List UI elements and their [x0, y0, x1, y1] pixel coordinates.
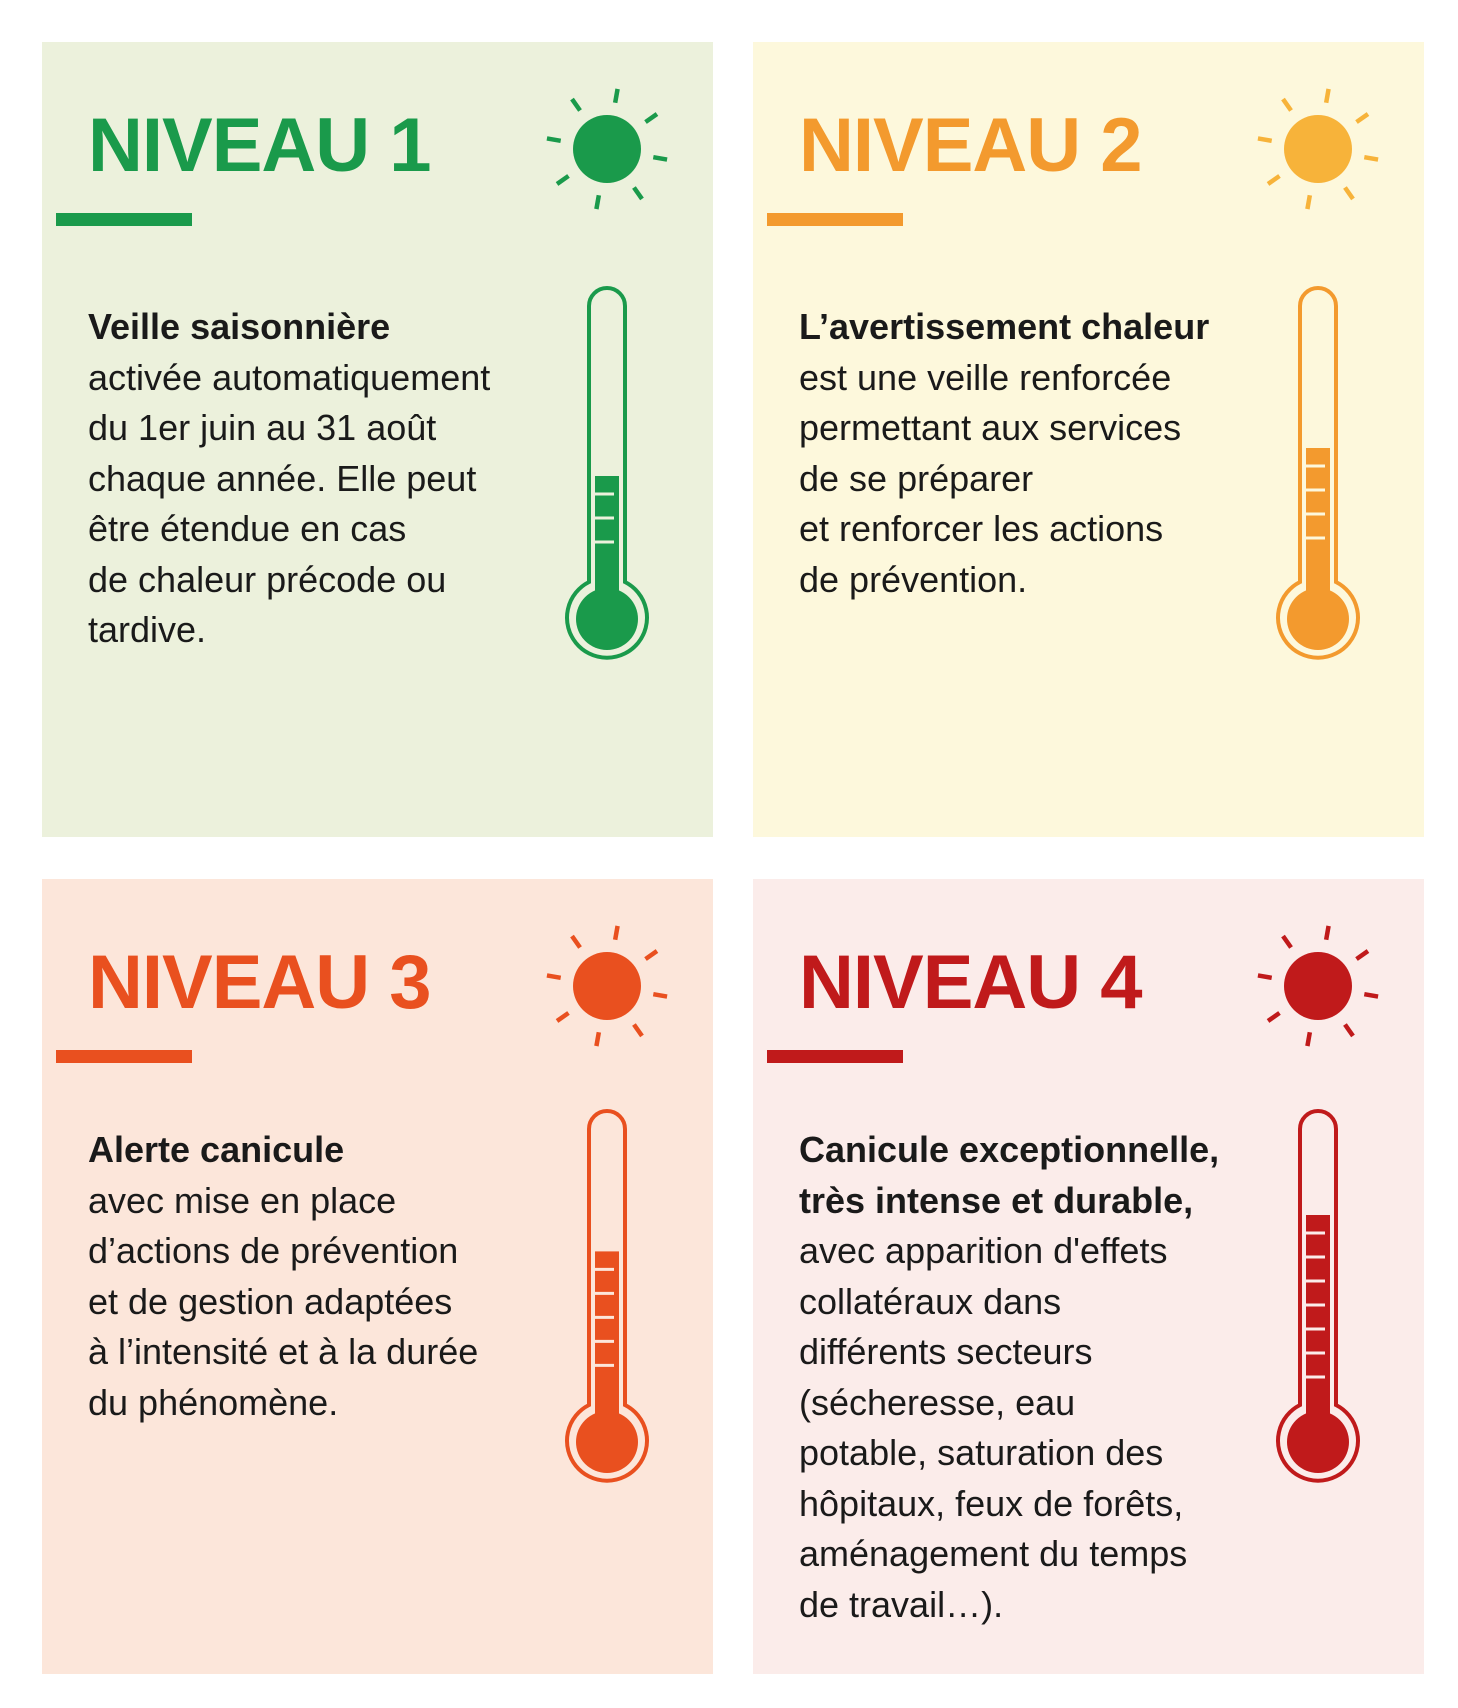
- sun-ray: [572, 99, 580, 110]
- description-line: collatéraux dans: [799, 1280, 1062, 1322]
- sun-ray: [653, 157, 667, 159]
- description-line: être étendue en cas: [88, 508, 407, 549]
- sun-disc: [573, 115, 641, 183]
- level-description: [88, 1125, 528, 1428]
- sun-ray: [1283, 99, 1291, 110]
- description-line: aménagement du temps: [799, 1533, 1188, 1574]
- sun-ray: [1307, 195, 1309, 209]
- level-title: NIVEAU 3: [88, 940, 431, 1025]
- title-underline: [56, 213, 192, 226]
- description-line: à l’intensité et à la durée: [88, 1331, 479, 1372]
- level-description: [799, 302, 1239, 605]
- description-line: de prévention.: [799, 558, 1028, 600]
- description-line: activée automatiquement: [88, 356, 491, 398]
- description-line: avec mise en place: [88, 1179, 397, 1221]
- sun-ray: [1364, 157, 1378, 159]
- level-card-2: [753, 42, 1424, 837]
- description-bold-line: L’avertissement chaleur: [799, 306, 1210, 347]
- description-line: d’actions de prévention: [88, 1230, 459, 1271]
- sun-ray: [596, 1032, 598, 1046]
- description-bold-line: Alerte canicule: [88, 1129, 345, 1170]
- sun-disc: [1284, 952, 1352, 1020]
- sun-ray: [1326, 926, 1328, 940]
- level-title: NIVEAU 4: [799, 940, 1142, 1025]
- sun-ray: [1268, 176, 1279, 184]
- sun-ray: [1326, 89, 1328, 103]
- title-underline: [767, 213, 903, 226]
- sun-ray: [634, 1025, 642, 1036]
- sun-ray: [547, 975, 561, 977]
- sun-ray: [1268, 1013, 1279, 1021]
- sun-ray: [646, 114, 657, 122]
- sun-ray: [1283, 936, 1291, 947]
- description-bold-line: Canicule exceptionnelle,: [799, 1129, 1220, 1170]
- description-line: hôpitaux, feux de forêts,: [799, 1482, 1184, 1524]
- sun-ray: [572, 936, 580, 947]
- title-underline: [767, 1050, 903, 1063]
- description-bold-line: Veille saisonnière: [88, 306, 391, 347]
- sun-icon: [1253, 84, 1383, 214]
- description-line: avec apparition d'effets: [799, 1230, 1168, 1271]
- sun-ray: [1357, 951, 1368, 959]
- thermometer-column: [1306, 448, 1330, 607]
- sun-ray: [1345, 188, 1353, 199]
- description-bold-line: très intense et durable,: [799, 1179, 1194, 1221]
- sun-ray: [646, 951, 657, 959]
- description-line: de se préparer: [799, 457, 1034, 499]
- description-line: différents secteurs: [799, 1331, 1093, 1372]
- level-description: [88, 302, 528, 656]
- sun-icon: [542, 921, 672, 1051]
- description-line: tardive.: [88, 609, 207, 650]
- sun-ray: [615, 926, 617, 940]
- sun-disc: [573, 952, 641, 1020]
- thermometer-icon: [562, 282, 652, 674]
- description-line: de chaleur précode ou: [88, 558, 447, 600]
- description-line: chaque année. Elle peut: [88, 457, 477, 499]
- sun-ray: [1345, 1025, 1353, 1036]
- thermometer-icon: [1273, 1105, 1363, 1497]
- level-title: NIVEAU 2: [799, 103, 1142, 188]
- level-title: NIVEAU 1: [88, 103, 431, 188]
- description-line: du phénomène.: [88, 1381, 339, 1423]
- level-card-1: [42, 42, 713, 837]
- description-line: et renforcer les actions: [799, 508, 1164, 549]
- sun-icon: [542, 84, 672, 214]
- sun-ray: [1364, 994, 1378, 996]
- thermometer-column: [1306, 1215, 1330, 1430]
- sun-ray: [547, 138, 561, 140]
- sun-ray: [596, 195, 598, 209]
- sun-ray: [1258, 975, 1272, 977]
- description-line: de travail…).: [799, 1583, 1004, 1625]
- sun-ray: [653, 994, 667, 996]
- level-card-4: [753, 879, 1424, 1674]
- description-line: potable, saturation des: [799, 1432, 1164, 1473]
- title-underline: [56, 1050, 192, 1063]
- thermometer-icon: [1273, 282, 1363, 674]
- sun-ray: [1307, 1032, 1309, 1046]
- sun-icon: [1253, 921, 1383, 1051]
- sun-ray: [1357, 114, 1368, 122]
- sun-ray: [634, 188, 642, 199]
- sun-disc: [1284, 115, 1352, 183]
- thermometer-icon: [562, 1105, 652, 1497]
- description-line: permettant aux services: [799, 407, 1182, 448]
- description-line: est une veille renforcée: [799, 356, 1172, 398]
- description-line: du 1er juin au 31 août: [88, 407, 437, 448]
- sun-ray: [615, 89, 617, 103]
- sun-ray: [1258, 138, 1272, 140]
- sun-ray: [557, 176, 568, 184]
- description-line: et de gestion adaptées: [88, 1280, 453, 1322]
- sun-ray: [557, 1013, 568, 1021]
- level-card-3: [42, 879, 713, 1674]
- description-line: (sécheresse, eau: [799, 1381, 1076, 1423]
- level-description: [799, 1125, 1239, 1630]
